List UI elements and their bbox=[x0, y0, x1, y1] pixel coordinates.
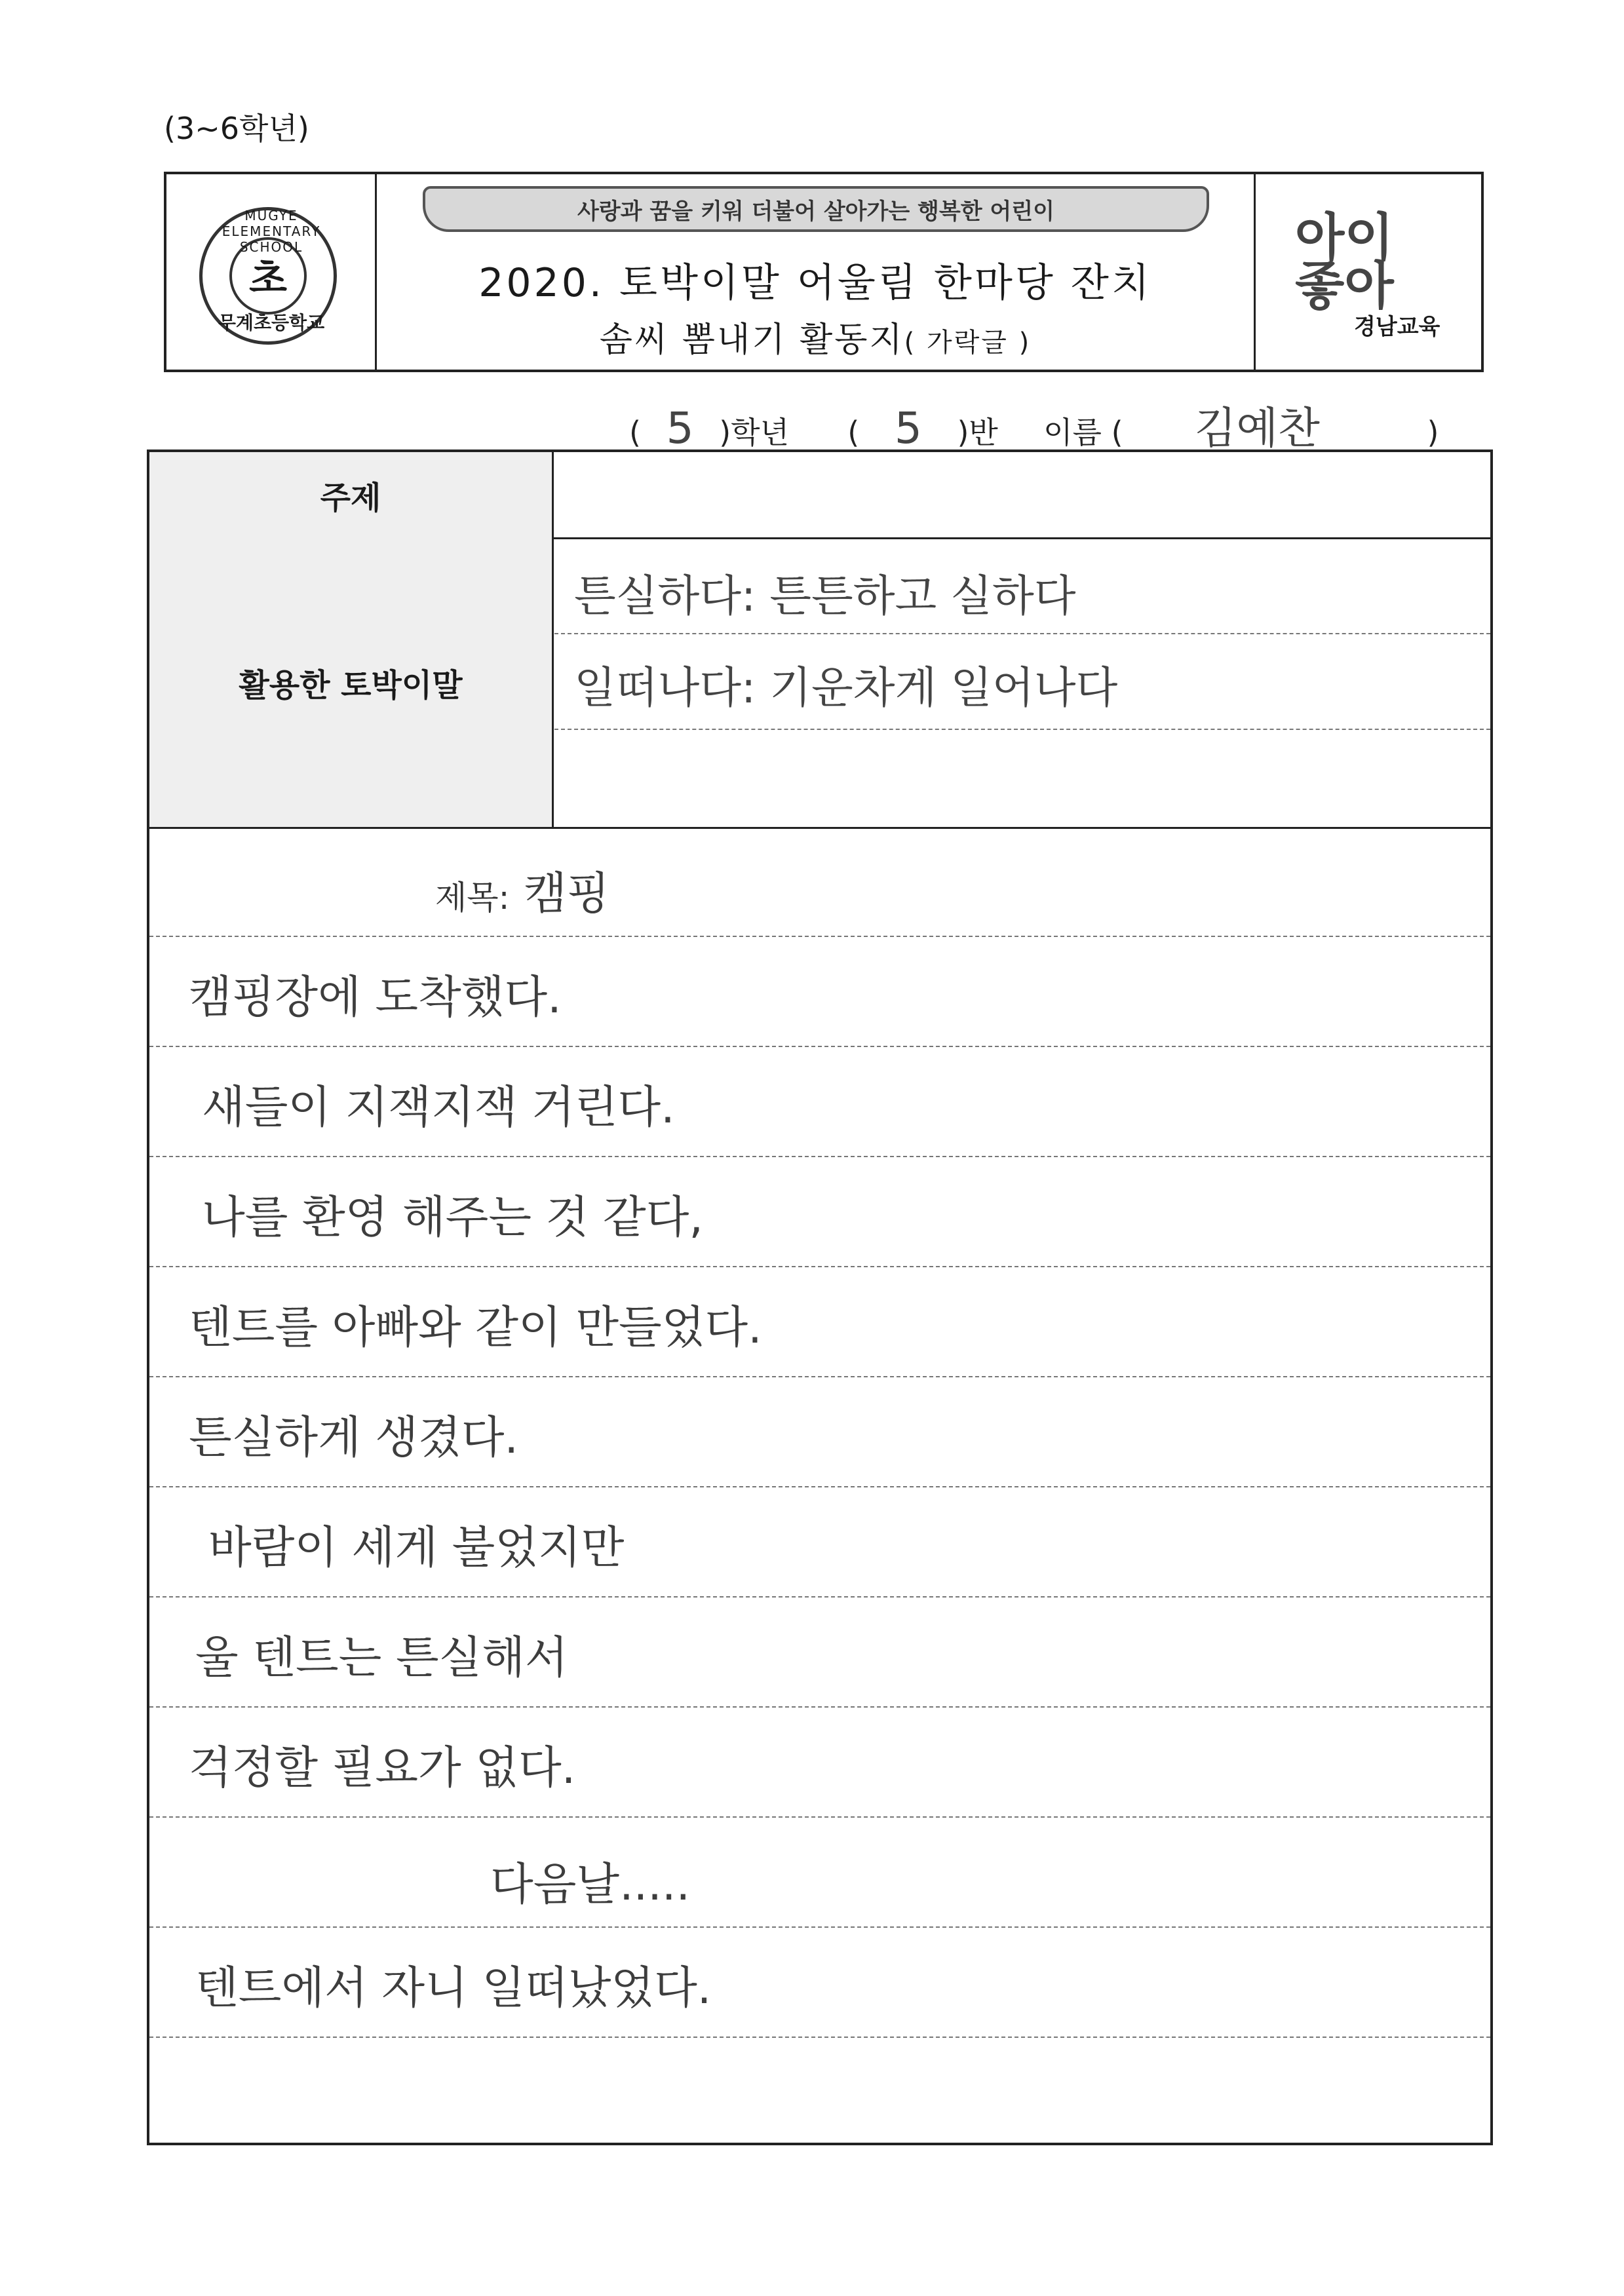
word-entry: 일떠나다: 기운차게 일어나다 bbox=[574, 662, 1118, 713]
topic-row bbox=[149, 452, 1490, 539]
poem-line-text: 바람이 세게 불었지만 bbox=[208, 1522, 625, 1574]
student-name: 김예찬 bbox=[1194, 403, 1320, 453]
poem-line bbox=[149, 2037, 1490, 2147]
worksheet-table bbox=[147, 450, 1493, 2145]
poem-line bbox=[149, 1266, 1490, 1377]
poem-line-text: 걱정할 필요가 없다. bbox=[189, 1742, 576, 1794]
motto-banner: 사랑과 꿈을 키워 더불어 살아가는 행복한 어린이 bbox=[423, 186, 1209, 232]
word-entry: 튼실하다: 튼튼하고 실하다 bbox=[574, 571, 1076, 621]
poem-line-text: 텐트에서 자니 일떠났었다. bbox=[195, 1962, 712, 2014]
seal-center-glyph: 초 bbox=[229, 237, 307, 315]
poem-line-text: 나를 환영 해주는 것 같다, bbox=[202, 1192, 703, 1244]
poem-writing-area bbox=[149, 827, 1490, 2143]
native-words-lines bbox=[554, 537, 1490, 827]
poem-title-line bbox=[149, 827, 1490, 937]
poem-line bbox=[149, 1376, 1490, 1487]
grade-range-note: (3~6학년) bbox=[164, 111, 309, 146]
worksheet-type: ( 가락글 ) bbox=[904, 328, 1032, 358]
education-logo-cell bbox=[1256, 174, 1481, 370]
word-line bbox=[554, 729, 1490, 824]
poem-line bbox=[149, 1046, 1490, 1157]
name-close: ) bbox=[1427, 415, 1439, 450]
logo-line1: 아이 bbox=[1295, 208, 1394, 267]
seal-arc-bottom-text: 무계초등학교 bbox=[218, 312, 325, 334]
poem-line bbox=[149, 1486, 1490, 1598]
poem-title bbox=[435, 858, 609, 922]
native-words-row bbox=[149, 537, 1490, 829]
word-line bbox=[554, 633, 1490, 730]
poem-line-text: 새들이 지잭지잭 거린다. bbox=[202, 1082, 675, 1134]
poem-line-text: 다음날..... bbox=[490, 1859, 691, 1911]
poem-title-label: 제목: bbox=[435, 879, 510, 917]
grade-open: ( bbox=[629, 415, 641, 450]
education-logo bbox=[1295, 208, 1394, 316]
education-logo-caption: 경남교육 bbox=[1354, 314, 1440, 340]
title-cell bbox=[377, 174, 1256, 370]
worksheet-header bbox=[164, 172, 1484, 372]
student-info-line bbox=[629, 393, 1439, 455]
logo-line2: 좋아 bbox=[1295, 257, 1394, 316]
poem-line bbox=[149, 1706, 1490, 1818]
poem-line-text: 튼실하게 생겼다. bbox=[189, 1412, 519, 1464]
topic-label: 주제 bbox=[149, 452, 554, 537]
poem-title-value: 캠핑 bbox=[524, 868, 610, 920]
poem-line bbox=[149, 1816, 1490, 1928]
poem-line bbox=[149, 1926, 1490, 2038]
grade-value: 5 bbox=[666, 403, 694, 453]
word-line bbox=[554, 537, 1490, 634]
school-emblem-cell bbox=[166, 174, 377, 370]
poem-line bbox=[149, 1156, 1490, 1267]
name-label: 이름 ( bbox=[1043, 415, 1123, 450]
school-seal-logo bbox=[199, 207, 337, 345]
worksheet-title bbox=[377, 312, 1254, 361]
poem-line-text: 울 텐트는 튼실해서 bbox=[195, 1632, 568, 1684]
native-words-label: 활용한 토박이말 bbox=[149, 537, 554, 827]
poem-line bbox=[149, 1596, 1490, 1708]
class-open: ( bbox=[847, 415, 860, 450]
event-title: 2020. 토박이말 어울림 한마당 잔치 bbox=[478, 260, 1152, 306]
poem-line bbox=[149, 936, 1490, 1047]
grade-label: )학년 bbox=[719, 415, 790, 450]
poem-line-text: 캠핑장에 도착했다. bbox=[189, 972, 562, 1024]
seal-arc-top-text: MUGYE ELEMENTARY SCHOOL bbox=[222, 208, 321, 255]
poem-line-text: 텐트를 아빠와 같이 만들었다. bbox=[189, 1302, 762, 1354]
worksheet-title-main: 솜씨 뽐내기 활동지 bbox=[599, 320, 904, 360]
class-label: )반 bbox=[957, 415, 998, 450]
class-value: 5 bbox=[894, 403, 922, 453]
